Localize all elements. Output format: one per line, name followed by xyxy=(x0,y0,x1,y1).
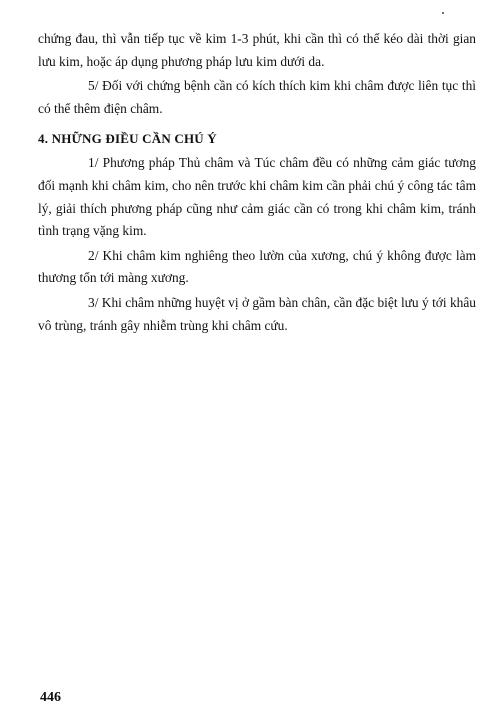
page-body xyxy=(38,28,476,337)
section-heading: 4. NHỮNG ĐIỀU CẦN CHÚ Ý xyxy=(38,131,217,147)
paragraph-item-5: 5/ Đối với chứng bệnh cần có kích thích kim khi châm được liên tục thì có thể thêm điện châm. xyxy=(38,78,476,116)
paragraph-continuation: chứng đau, thì vẫn tiếp tục về kim 1-3 phút, khi cần thì có thể kéo dài thời gian lưu kim, hoặc áp dụng phương pháp lưu kim dưới da. xyxy=(38,31,476,69)
section-item-2: 2/ Khi châm kim nghiêng theo lườn của xương, chú ý không được làm thương tổn tới màng xương. xyxy=(38,247,476,286)
print-speck xyxy=(442,12,444,14)
page-number: 446 xyxy=(40,690,61,705)
section-item-1: 1/ Phương pháp Thủ châm và Túc châm đều có những cảm giác tương đối mạnh khi châm kim, cho nên trước khi châm kim cần phải chú ý công tác tâm lý, giải thích phương pháp cũng như cảm giác cần có trong khi châm kim, tránh tình trạng vặng kim. xyxy=(38,155,476,239)
section-item-3: 3/ Khi châm những huyệt vị ở gầm bàn chân, cần đặc biệt lưu ý tới khâu vô trùng, tránh gây nhiễm trùng khi châm cứu. xyxy=(38,294,476,333)
